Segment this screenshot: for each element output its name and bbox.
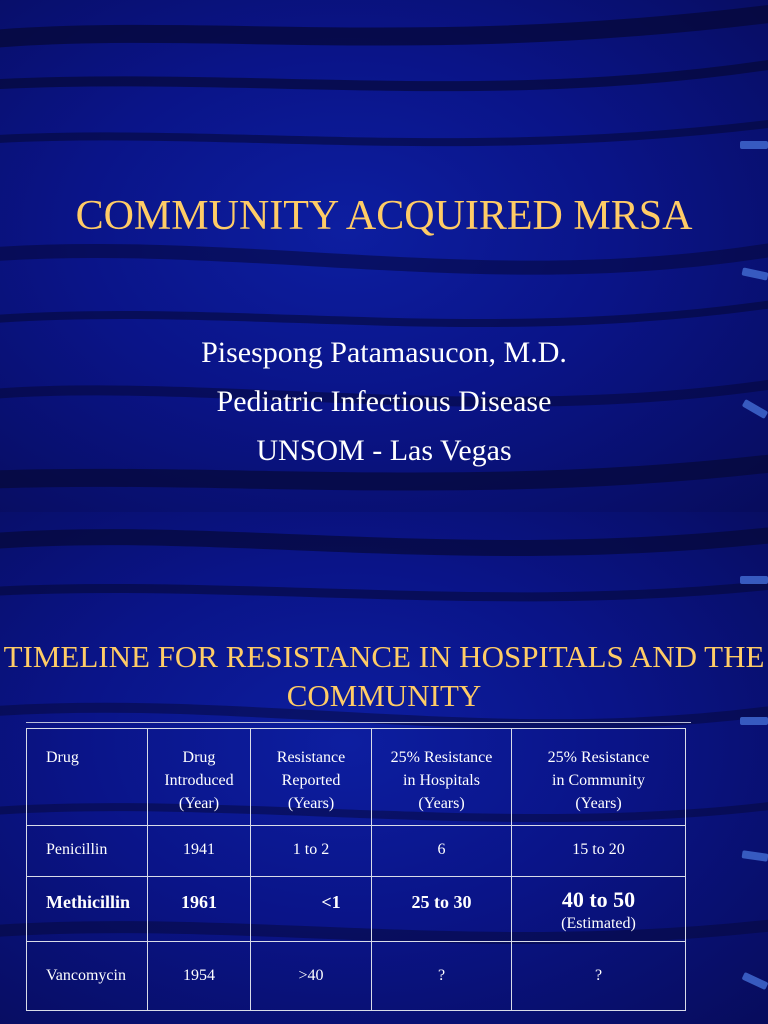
community-cell [512, 877, 685, 933]
community-value: 40 to 50 [561, 887, 636, 912]
drug-cell: Penicillin [46, 841, 108, 858]
introduced-cell: 1961 [181, 892, 217, 912]
hospitals-cell: 25 to 30 [411, 892, 472, 912]
slide-title: TIMELINE FOR RESISTANCE IN HOSPITALS AND THE COMMUNITY [3, 639, 765, 713]
table-row [27, 877, 686, 942]
table-header-row [27, 729, 686, 826]
reported-cell: 1 to 2 [292, 841, 330, 858]
hospitals-cell: ? [437, 967, 446, 984]
community-cell: 15 to 20 [572, 841, 625, 858]
timeline-slide [0, 512, 768, 1024]
hospitals-cell: 6 [437, 841, 446, 858]
slide-title: COMMUNITY ACQUIRED MRSA [75, 193, 693, 239]
author-line: Pisespong Patamasucon, M.D. [201, 336, 567, 369]
community-cell: ? [594, 967, 603, 984]
drug-cell: Vancomycin [46, 967, 126, 984]
header-cell: Drug [27, 729, 148, 826]
drug-cell: Methicillin [46, 892, 130, 912]
header-cell: 25% Resistance in Community (Years) [512, 729, 686, 826]
introduced-cell: 1954 [183, 967, 215, 984]
table-row [27, 826, 686, 877]
header-cell: 25% Resistance in Hospitals (Years) [372, 729, 512, 826]
resistance-table [26, 728, 686, 1011]
reported-cell: <1 [321, 892, 341, 912]
header-cell: Resistance Reported (Years) [251, 729, 372, 826]
department-line: Pediatric Infectious Disease [216, 385, 552, 418]
reported-cell: >40 [298, 967, 324, 984]
estimated-note: (Estimated) [561, 915, 636, 932]
introduced-cell: 1941 [183, 841, 215, 858]
title-divider [26, 722, 691, 723]
table-row [27, 942, 686, 1011]
institution-line: UNSOM - Las Vegas [256, 434, 512, 467]
header-cell: Drug Introduced (Year) [148, 729, 251, 826]
